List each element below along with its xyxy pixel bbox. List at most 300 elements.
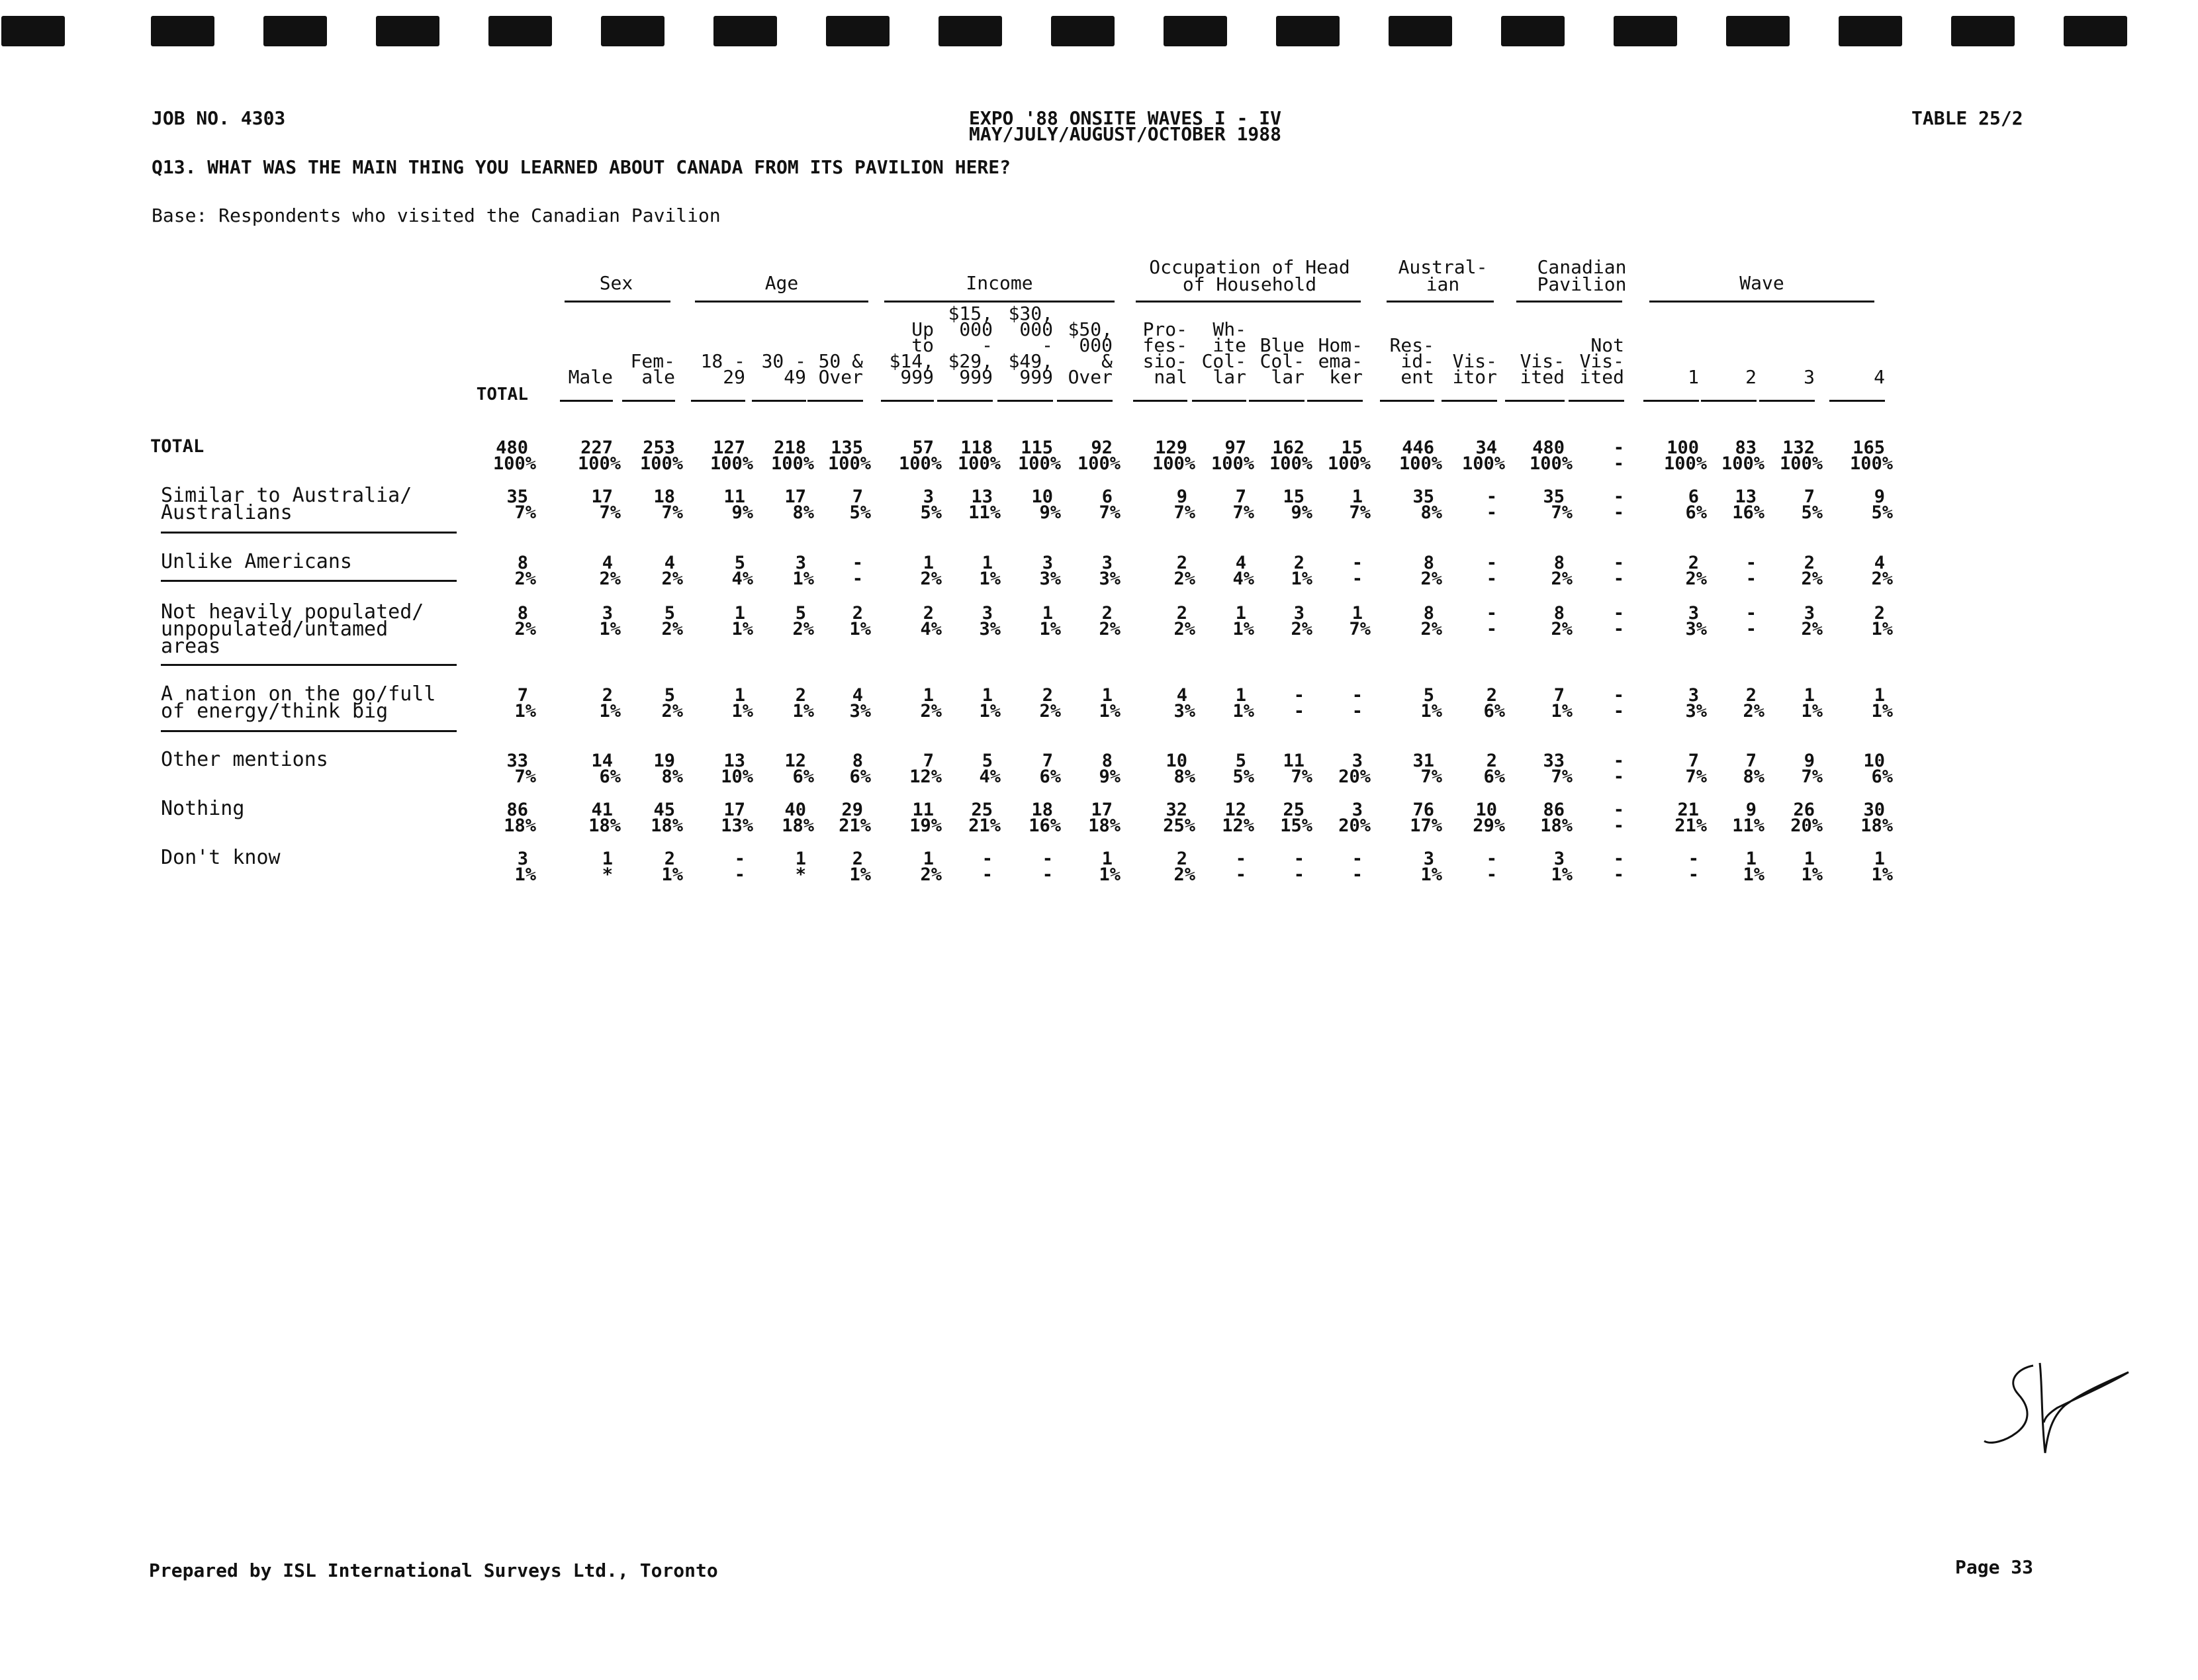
cell-percent: 21% <box>839 816 871 836</box>
group-underline <box>884 301 1115 303</box>
cell-count: 7 <box>1042 751 1053 771</box>
cell-percent: - <box>982 864 993 885</box>
column-underline <box>1133 400 1187 402</box>
cell-count: 57 <box>912 438 934 458</box>
group-underline <box>1649 301 1874 303</box>
cell-percent: 7% <box>514 502 536 523</box>
cell-percent: 2% <box>1173 864 1195 885</box>
cell-percent: 21% <box>968 816 1001 836</box>
cell-count: 8 <box>1423 603 1434 624</box>
cell-count: 5 <box>795 603 806 624</box>
cell-count: 218 <box>774 438 806 458</box>
cell-count: 14 <box>591 751 613 771</box>
cell-count: 1 <box>1235 685 1246 706</box>
cell-percent: 4% <box>920 619 942 639</box>
cell-count: 9 <box>1745 800 1757 820</box>
cell-count: 1 <box>1101 849 1113 869</box>
row-underline <box>161 730 457 732</box>
cell-count: 5 <box>1235 751 1246 771</box>
column-header: 30 - 49 <box>761 350 806 388</box>
column-header: $30, 000 - $49, 999 <box>1008 303 1053 388</box>
cell-percent: 2% <box>599 569 621 589</box>
cell-percent: 7% <box>514 767 536 787</box>
cell-count: 7 <box>1688 751 1699 771</box>
cell-count: 1 <box>1101 685 1113 706</box>
cell-count: 2 <box>1688 553 1699 573</box>
cell-percent: 100% <box>492 453 536 474</box>
cell-count: 4 <box>852 685 863 706</box>
cell-percent: 6% <box>1483 767 1505 787</box>
cell-count: 33 <box>1543 751 1565 771</box>
cell-count: 3 <box>923 487 934 507</box>
cell-percent: 10% <box>721 767 753 787</box>
cell-percent: 18% <box>1860 816 1893 836</box>
cell-percent: 2% <box>1173 619 1195 639</box>
cell-count: 100 <box>1667 438 1699 458</box>
column-header: 18 - 29 <box>700 350 745 388</box>
cell-percent: * <box>795 864 806 885</box>
row-label: A nation on the go/full of energy/think big <box>161 682 436 723</box>
cell-count: 33 <box>506 751 528 771</box>
cell-count: 10 <box>1031 487 1053 507</box>
column-underline <box>937 400 993 402</box>
cell-percent: 6% <box>599 767 621 787</box>
cell-count: 7 <box>517 685 528 706</box>
cell-percent: - <box>1486 619 1497 639</box>
column-underline <box>1643 400 1699 402</box>
cell-percent: * <box>602 864 613 885</box>
cell-count: 127 <box>713 438 745 458</box>
cell-percent: 9% <box>1291 502 1312 523</box>
cell-percent: - <box>852 569 863 589</box>
cell-count: 31 <box>1412 751 1434 771</box>
cell-percent: 2% <box>1743 701 1764 722</box>
cell-count: 3 <box>602 603 613 624</box>
cell-percent: 1% <box>792 701 814 722</box>
cell-count: 13 <box>971 487 993 507</box>
cell-percent: 6% <box>1685 502 1707 523</box>
cell-percent: 7% <box>1349 502 1371 523</box>
row-label: TOTAL <box>150 436 205 457</box>
cell-percent: 6% <box>1871 767 1893 787</box>
cell-count: 7 <box>1804 487 1815 507</box>
cell-count: 40 <box>784 800 806 820</box>
cell-count: 1 <box>1235 603 1246 624</box>
cell-count: 3 <box>1688 603 1699 624</box>
punch-hole <box>1389 16 1452 46</box>
cell-percent: 29% <box>1473 816 1505 836</box>
cell-percent: 2% <box>1099 619 1121 639</box>
cell-percent: 20% <box>1338 767 1371 787</box>
cell-percent: 21% <box>1674 816 1707 836</box>
cell-percent: 16% <box>1029 816 1061 836</box>
cell-count: 12 <box>784 751 806 771</box>
group-header: Austral- ian <box>1398 256 1488 295</box>
cell-count: 19 <box>653 751 675 771</box>
cell-count: 3 <box>1293 603 1305 624</box>
cell-count: - <box>852 553 863 573</box>
cell-percent: 8% <box>1420 502 1442 523</box>
cell-percent: 1% <box>514 701 536 722</box>
cell-count: 7 <box>923 751 934 771</box>
cell-percent: 1% <box>1801 864 1823 885</box>
column-header: Res- id- ent <box>1389 334 1434 388</box>
cell-percent: 3% <box>979 619 1001 639</box>
punch-hole <box>713 16 777 46</box>
cell-percent: 1% <box>979 569 1001 589</box>
cell-percent: 100% <box>1152 453 1195 474</box>
cell-count: 11 <box>723 487 745 507</box>
cell-percent: 18% <box>588 816 621 836</box>
cell-count: 9 <box>1874 487 1885 507</box>
cell-count: - <box>1042 849 1053 869</box>
cell-count: 1 <box>923 553 934 573</box>
cell-count: 129 <box>1155 438 1187 458</box>
cell-count: 1 <box>1042 603 1053 624</box>
cell-count: - <box>1235 849 1246 869</box>
cell-count: 3 <box>1804 603 1815 624</box>
cell-count: 1 <box>1804 849 1815 869</box>
cell-count: 1 <box>734 685 745 706</box>
cell-percent: 2% <box>1801 619 1823 639</box>
group-underline <box>695 301 868 303</box>
cell-percent: 2% <box>661 569 683 589</box>
cell-count: 4 <box>602 553 613 573</box>
cell-count: 8 <box>1101 751 1113 771</box>
cell-count: - <box>1688 849 1699 869</box>
cell-percent: 2% <box>920 864 942 885</box>
cell-count: - <box>1613 553 1624 573</box>
column-header: Male <box>568 366 613 388</box>
cell-count: 34 <box>1475 438 1497 458</box>
cell-percent: 7% <box>1291 767 1312 787</box>
cell-percent: 5% <box>849 502 871 523</box>
cell-count: 1 <box>923 849 934 869</box>
cell-percent: 7% <box>1099 502 1121 523</box>
group-header: Income <box>966 272 1033 294</box>
cell-count: 2 <box>1293 553 1305 573</box>
row-label: Don't know <box>161 846 281 869</box>
cell-percent: 5% <box>920 502 942 523</box>
cell-percent: 9% <box>731 502 753 523</box>
cell-count: 8 <box>1423 553 1434 573</box>
base-text: Base: Respondents who visited the Canadian Pavilion <box>152 205 721 226</box>
cell-count: 480 <box>1532 438 1565 458</box>
cell-count: 8 <box>517 603 528 624</box>
cell-count: 5 <box>1423 685 1434 706</box>
cell-percent: - <box>1293 864 1305 885</box>
cell-percent: 1% <box>599 701 621 722</box>
cell-count: 3 <box>1553 849 1565 869</box>
cell-percent: 100% <box>1849 453 1893 474</box>
cell-count: 5 <box>664 685 675 706</box>
cell-count: 21 <box>1677 800 1699 820</box>
table-number: TABLE 25/2 <box>1911 107 2023 129</box>
column-header: 4 <box>1874 366 1885 388</box>
cell-count: 5 <box>664 603 675 624</box>
cell-count: 35 <box>506 487 528 507</box>
cell-count: 8 <box>1553 603 1565 624</box>
cell-percent: - <box>1613 767 1624 787</box>
cell-count: 83 <box>1735 438 1757 458</box>
cell-percent: 1% <box>1420 701 1442 722</box>
cell-percent: 18% <box>651 816 683 836</box>
cell-count: 17 <box>723 800 745 820</box>
column-header: 1 <box>1688 366 1699 388</box>
column-header: Up to $14, 999 <box>889 318 934 388</box>
cell-percent: 1% <box>1871 864 1893 885</box>
cell-count: 2 <box>664 849 675 869</box>
cell-percent: 1% <box>1871 619 1893 639</box>
cell-percent: 12% <box>909 767 942 787</box>
cell-count: - <box>1613 751 1624 771</box>
cell-count: 2 <box>1486 685 1497 706</box>
cell-percent: 2% <box>661 701 683 722</box>
cell-count: - <box>1486 849 1497 869</box>
cell-percent: 2% <box>1551 569 1573 589</box>
column-underline <box>1759 400 1815 402</box>
row-underline <box>161 532 457 534</box>
cell-count: 1 <box>1351 487 1363 507</box>
cell-percent: - <box>1745 619 1757 639</box>
cell-percent: 100% <box>1779 453 1823 474</box>
cell-count: - <box>1613 438 1624 458</box>
group-underline <box>565 301 670 303</box>
cell-percent: 100% <box>1663 453 1707 474</box>
cell-percent: 1% <box>1039 619 1061 639</box>
cell-percent: 9% <box>1039 502 1061 523</box>
cell-count: 7 <box>1745 751 1757 771</box>
cell-percent: 7% <box>661 502 683 523</box>
cell-count: 3 <box>1688 685 1699 706</box>
cell-percent: 2% <box>1685 569 1707 589</box>
cell-percent: 1% <box>1099 701 1121 722</box>
cell-count: 92 <box>1091 438 1113 458</box>
column-underline <box>1380 400 1434 402</box>
cell-count: - <box>1613 487 1624 507</box>
column-underline <box>1829 400 1885 402</box>
cell-count: 26 <box>1793 800 1815 820</box>
cell-count: 41 <box>591 800 613 820</box>
cell-percent: 100% <box>770 453 814 474</box>
cell-percent: 1% <box>731 701 753 722</box>
cell-count: 10 <box>1166 751 1187 771</box>
cell-count: 17 <box>1091 800 1113 820</box>
punch-hole-strip <box>0 16 2198 49</box>
row-label: Similar to Australia/ Australians <box>161 484 412 524</box>
cell-percent: 100% <box>577 453 621 474</box>
punch-hole <box>488 16 552 46</box>
cell-percent: 1% <box>1801 701 1823 722</box>
cell-count: 6 <box>1101 487 1113 507</box>
cell-percent: 100% <box>1398 453 1442 474</box>
cell-count: 11 <box>1283 751 1305 771</box>
cell-percent: 1% <box>849 619 871 639</box>
cell-percent: 7% <box>1551 502 1573 523</box>
cell-count: 165 <box>1853 438 1885 458</box>
cell-count: - <box>1486 553 1497 573</box>
cell-percent: 20% <box>1790 816 1823 836</box>
cell-percent: - <box>734 864 745 885</box>
cell-percent: 7% <box>599 502 621 523</box>
group-underline <box>1387 301 1494 303</box>
cell-percent: 7% <box>1551 767 1573 787</box>
cell-count: 7 <box>852 487 863 507</box>
cell-percent: 1% <box>1232 619 1254 639</box>
cell-count: 1 <box>602 849 613 869</box>
column-header: TOTAL <box>476 385 528 404</box>
column-underline <box>1249 400 1305 402</box>
cell-count: 1 <box>1874 849 1885 869</box>
cell-count: 1 <box>923 685 934 706</box>
column-underline <box>1442 400 1497 402</box>
cell-count: 2 <box>1745 685 1757 706</box>
cell-count: 1 <box>1804 685 1815 706</box>
cell-count: 1 <box>734 603 745 624</box>
punch-hole <box>1839 16 1902 46</box>
cell-percent: 1% <box>1551 701 1573 722</box>
cell-count: 253 <box>643 438 675 458</box>
column-header: Pro- fes- sio- nal <box>1142 318 1187 388</box>
cell-count: - <box>1293 849 1305 869</box>
row-label: Not heavily populated/ unpopulated/untamed areas <box>161 600 424 658</box>
cell-count: 227 <box>580 438 613 458</box>
cell-percent: 2% <box>1291 619 1312 639</box>
group-header: Age <box>764 272 799 294</box>
cell-percent: 1% <box>1291 569 1312 589</box>
cell-count: 9 <box>1176 487 1187 507</box>
cell-percent: 9% <box>1099 767 1121 787</box>
cell-percent: 18% <box>1088 816 1121 836</box>
cell-percent: 100% <box>957 453 1001 474</box>
cell-percent: - <box>1745 569 1757 589</box>
cell-percent: 11% <box>968 502 1001 523</box>
cell-count: 35 <box>1412 487 1434 507</box>
report-title-line1: EXPO '88 ONSITE WAVES I - IV <box>968 107 1281 129</box>
cell-percent: 25% <box>1163 816 1195 836</box>
cell-count: - <box>1486 603 1497 624</box>
page-number: Page 33 <box>1955 1556 2034 1578</box>
cell-percent: 1% <box>792 569 814 589</box>
cell-percent: - <box>1613 864 1624 885</box>
cell-count: 2 <box>602 685 613 706</box>
cell-percent: 100% <box>710 453 753 474</box>
cell-count: 5 <box>982 751 993 771</box>
cell-percent: 2% <box>661 619 683 639</box>
cell-percent: - <box>1613 619 1624 639</box>
cell-count: 162 <box>1272 438 1305 458</box>
cell-count: 8 <box>852 751 863 771</box>
cell-percent: 12% <box>1222 816 1254 836</box>
cell-percent: - <box>1486 569 1497 589</box>
cell-count: 17 <box>784 487 806 507</box>
column-underline <box>807 400 863 402</box>
cell-count: 2 <box>1176 603 1187 624</box>
cell-percent: 8% <box>792 502 814 523</box>
cell-percent: - <box>1042 864 1053 885</box>
cell-percent: 2% <box>1039 701 1061 722</box>
cell-percent: 100% <box>1461 453 1505 474</box>
punch-hole <box>1 16 65 46</box>
column-underline <box>1569 400 1624 402</box>
cell-percent: 2% <box>920 569 942 589</box>
row-label: Unlike Americans <box>161 550 352 573</box>
column-underline <box>622 400 675 402</box>
column-header: Wh- ite Col- lar <box>1201 318 1246 388</box>
cell-percent: 4% <box>731 569 753 589</box>
cell-percent: 3% <box>849 701 871 722</box>
punch-hole <box>2064 16 2127 46</box>
cell-percent: 2% <box>1420 619 1442 639</box>
column-header: Vis- itor <box>1452 350 1497 388</box>
cell-percent: - <box>1486 502 1497 523</box>
punch-hole <box>1726 16 1790 46</box>
cell-percent: 16% <box>1732 502 1764 523</box>
cell-count: 3 <box>1351 800 1363 820</box>
cell-count: - <box>982 849 993 869</box>
cell-percent: 2% <box>514 569 536 589</box>
row-label: Nothing <box>161 797 245 820</box>
cell-percent: 1% <box>979 701 1001 722</box>
cell-count: 7 <box>1235 487 1246 507</box>
cell-percent: - <box>1613 816 1624 836</box>
cell-count: - <box>1351 553 1363 573</box>
cell-count: 2 <box>1176 849 1187 869</box>
cell-count: 4 <box>1235 553 1246 573</box>
punch-hole <box>263 16 327 46</box>
cell-count: 480 <box>496 438 528 458</box>
cell-count: 115 <box>1021 438 1053 458</box>
cell-percent: 5% <box>1801 502 1823 523</box>
column-underline <box>881 400 934 402</box>
column-underline <box>1701 400 1757 402</box>
cell-count: 1 <box>795 849 806 869</box>
cell-percent: 4% <box>1232 569 1254 589</box>
cell-count: 118 <box>960 438 993 458</box>
cell-count: - <box>1613 849 1624 869</box>
cell-percent: 8% <box>661 767 683 787</box>
row-underline <box>161 580 457 582</box>
cell-count: 1 <box>1745 849 1757 869</box>
cell-count: 10 <box>1863 751 1885 771</box>
cell-count: 446 <box>1402 438 1434 458</box>
cell-count: 45 <box>653 800 675 820</box>
prepared-by: Prepared by ISL International Surveys Ltd., Toronto <box>149 1560 718 1581</box>
column-header: 2 <box>1745 366 1757 388</box>
cell-percent: 5% <box>1871 502 1893 523</box>
cell-percent: 100% <box>827 453 871 474</box>
cell-percent: 6% <box>1483 701 1505 722</box>
cell-count: 10 <box>1475 800 1497 820</box>
cell-percent: 2% <box>1420 569 1442 589</box>
cell-count: 8 <box>517 553 528 573</box>
cell-percent: - <box>1613 502 1624 523</box>
cell-percent: 8% <box>1743 767 1764 787</box>
cell-count: - <box>1351 685 1363 706</box>
cell-percent: 100% <box>1269 453 1312 474</box>
punch-hole <box>376 16 439 46</box>
cell-percent: 15% <box>1280 816 1312 836</box>
cell-count: 3 <box>1423 849 1434 869</box>
cell-percent: 8% <box>1173 767 1195 787</box>
group-header: Occupation of Head of Household <box>1149 256 1350 295</box>
cell-count: 2 <box>1176 553 1187 573</box>
cell-count: 86 <box>506 800 528 820</box>
column-underline <box>1192 400 1246 402</box>
cell-count: 2 <box>1101 603 1113 624</box>
group-header: Wave <box>1739 272 1784 294</box>
cell-count: - <box>1745 603 1757 624</box>
